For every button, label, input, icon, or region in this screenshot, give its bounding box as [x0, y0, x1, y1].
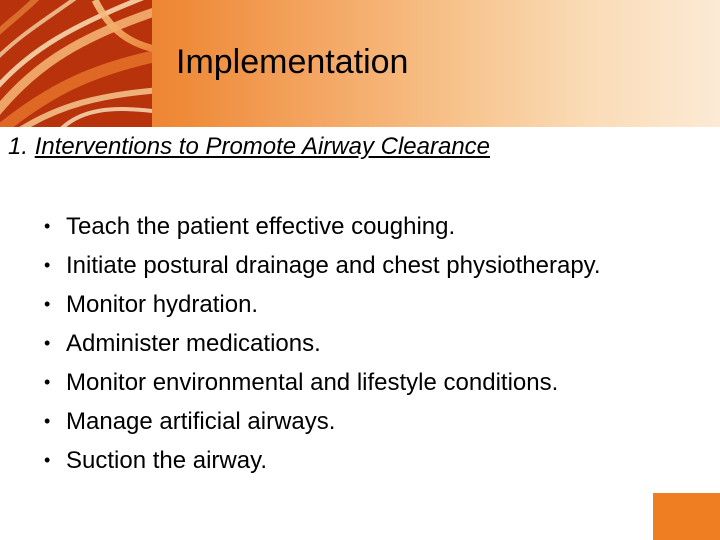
list-item: [44, 324, 601, 363]
bullet-icon: •: [44, 411, 51, 431]
list-item-text: Administer medications.: [66, 330, 321, 357]
section-subtitle: [8, 132, 490, 162]
list-item-text: Manage artificial airways.: [66, 408, 336, 435]
header-banner: [0, 0, 720, 127]
bullet-icon: •: [44, 333, 51, 353]
flame-swirl-image: [0, 0, 152, 127]
list-item-text: Teach the patient effective coughing.: [66, 213, 456, 240]
bullet-icon: •: [44, 372, 51, 392]
bullet-icon: •: [44, 294, 51, 314]
list-item-text: Monitor hydration.: [66, 291, 259, 318]
bullet-icon: •: [44, 255, 51, 275]
list-item: [44, 402, 601, 441]
bullet-icon: •: [44, 216, 51, 236]
flame-swirl-icon: [0, 0, 152, 127]
subtitle-topic: Interventions to Promote Airway Clearance: [34, 133, 491, 160]
list-item: [44, 285, 601, 324]
list-item: [44, 441, 601, 480]
slide-title: Implementation: [176, 43, 409, 81]
bullet-icon: •: [44, 450, 51, 470]
list-item-text: Monitor environmental and lifestyle conditions.: [66, 369, 559, 396]
list-item: [44, 207, 601, 246]
corner-accent-box: [653, 493, 720, 540]
list-item-text: Suction the airway.: [66, 447, 267, 474]
bullet-list: [44, 207, 601, 480]
list-item-text: Initiate postural drainage and chest physiotherapy.: [66, 252, 601, 279]
list-item: [44, 363, 601, 402]
list-item: [44, 246, 601, 285]
subtitle-number: 1.: [8, 133, 29, 160]
